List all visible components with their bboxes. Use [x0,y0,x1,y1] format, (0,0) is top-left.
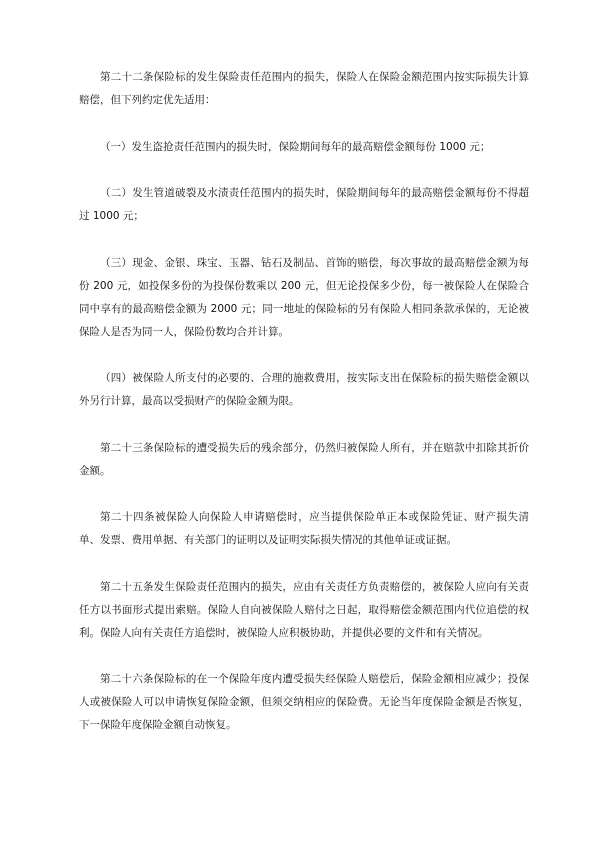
clause-22-item-2: （二）发生管道破裂及水渍责任范围内的损失时，保险期间每年的最高赔偿金额每份不得超过 1000 元； [79,187,529,222]
clause-22-item-3: （三）现金、金银、珠宝、玉器、钻石及制品、首饰的赔偿，每次事故的最高赔偿金额为每份 200 元，如投保多份的为投保份数乘以 200 元，但无论投保多少份，每一被保险人在保险合同中享有的最高赔偿金额为 2000 元；同一地址的保险标的另有保险人相同条款承保的，无论被保险人是否为同一人，保险份数均合并计算。 [79,256,529,338]
document-body [79,66,529,761]
clause-26: 第二十六条保险标的在一个保险年度内遭受损失经保险人赔偿后，保险金额相应减少；投保人或被保险人可以申请恢复保险金额，但须交纳相应的保险费。无论当年度保险金额是否恢复，下一保险年度保险金额自动恢复。 [79,673,529,731]
clause-23: 第二十三条保险标的遭受损失后的残余部分，仍然归被保险人所有，并在赔款中扣除其折价金额。 [79,441,529,477]
clause-25: 第二十五条发生保险责任范围内的损失，应由有关责任方负责赔偿的，被保险人应向有关责任方以书面形式提出索赔。保险人自向被保险人赔付之日起，取得赔偿金额范围内代位追偿的权利。保险人向有关责任方追偿时，被保险人应积极协助，并提供必要的文件和有关情况。 [79,580,529,639]
clause-22-item-4: （四）被保险人所支付的必要的、合理的施救费用，按实际支出在保险标的损失赔偿金额以外另行计算，最高以受损财产的保险金额为限。 [79,372,529,407]
clause-22-item-1: （一）发生盗抢责任范围内的损失时，保险期间每年的最高赔偿金额每份 1000 元； [100,140,491,153]
clause-22-intro: 第二十二条保险标的发生保险责任范围内的损失，保险人在保险金额范围内按实际损失计算赔偿，但下列约定优先适用： [79,71,529,106]
clause-24: 第二十四条被保险人向保险人申请赔偿时，应当提供保险单正本或保险凭证、财产损失清单、发票、费用单据、有关部门的证明以及证明实际损失情况的其他单证或证据。 [79,511,529,546]
